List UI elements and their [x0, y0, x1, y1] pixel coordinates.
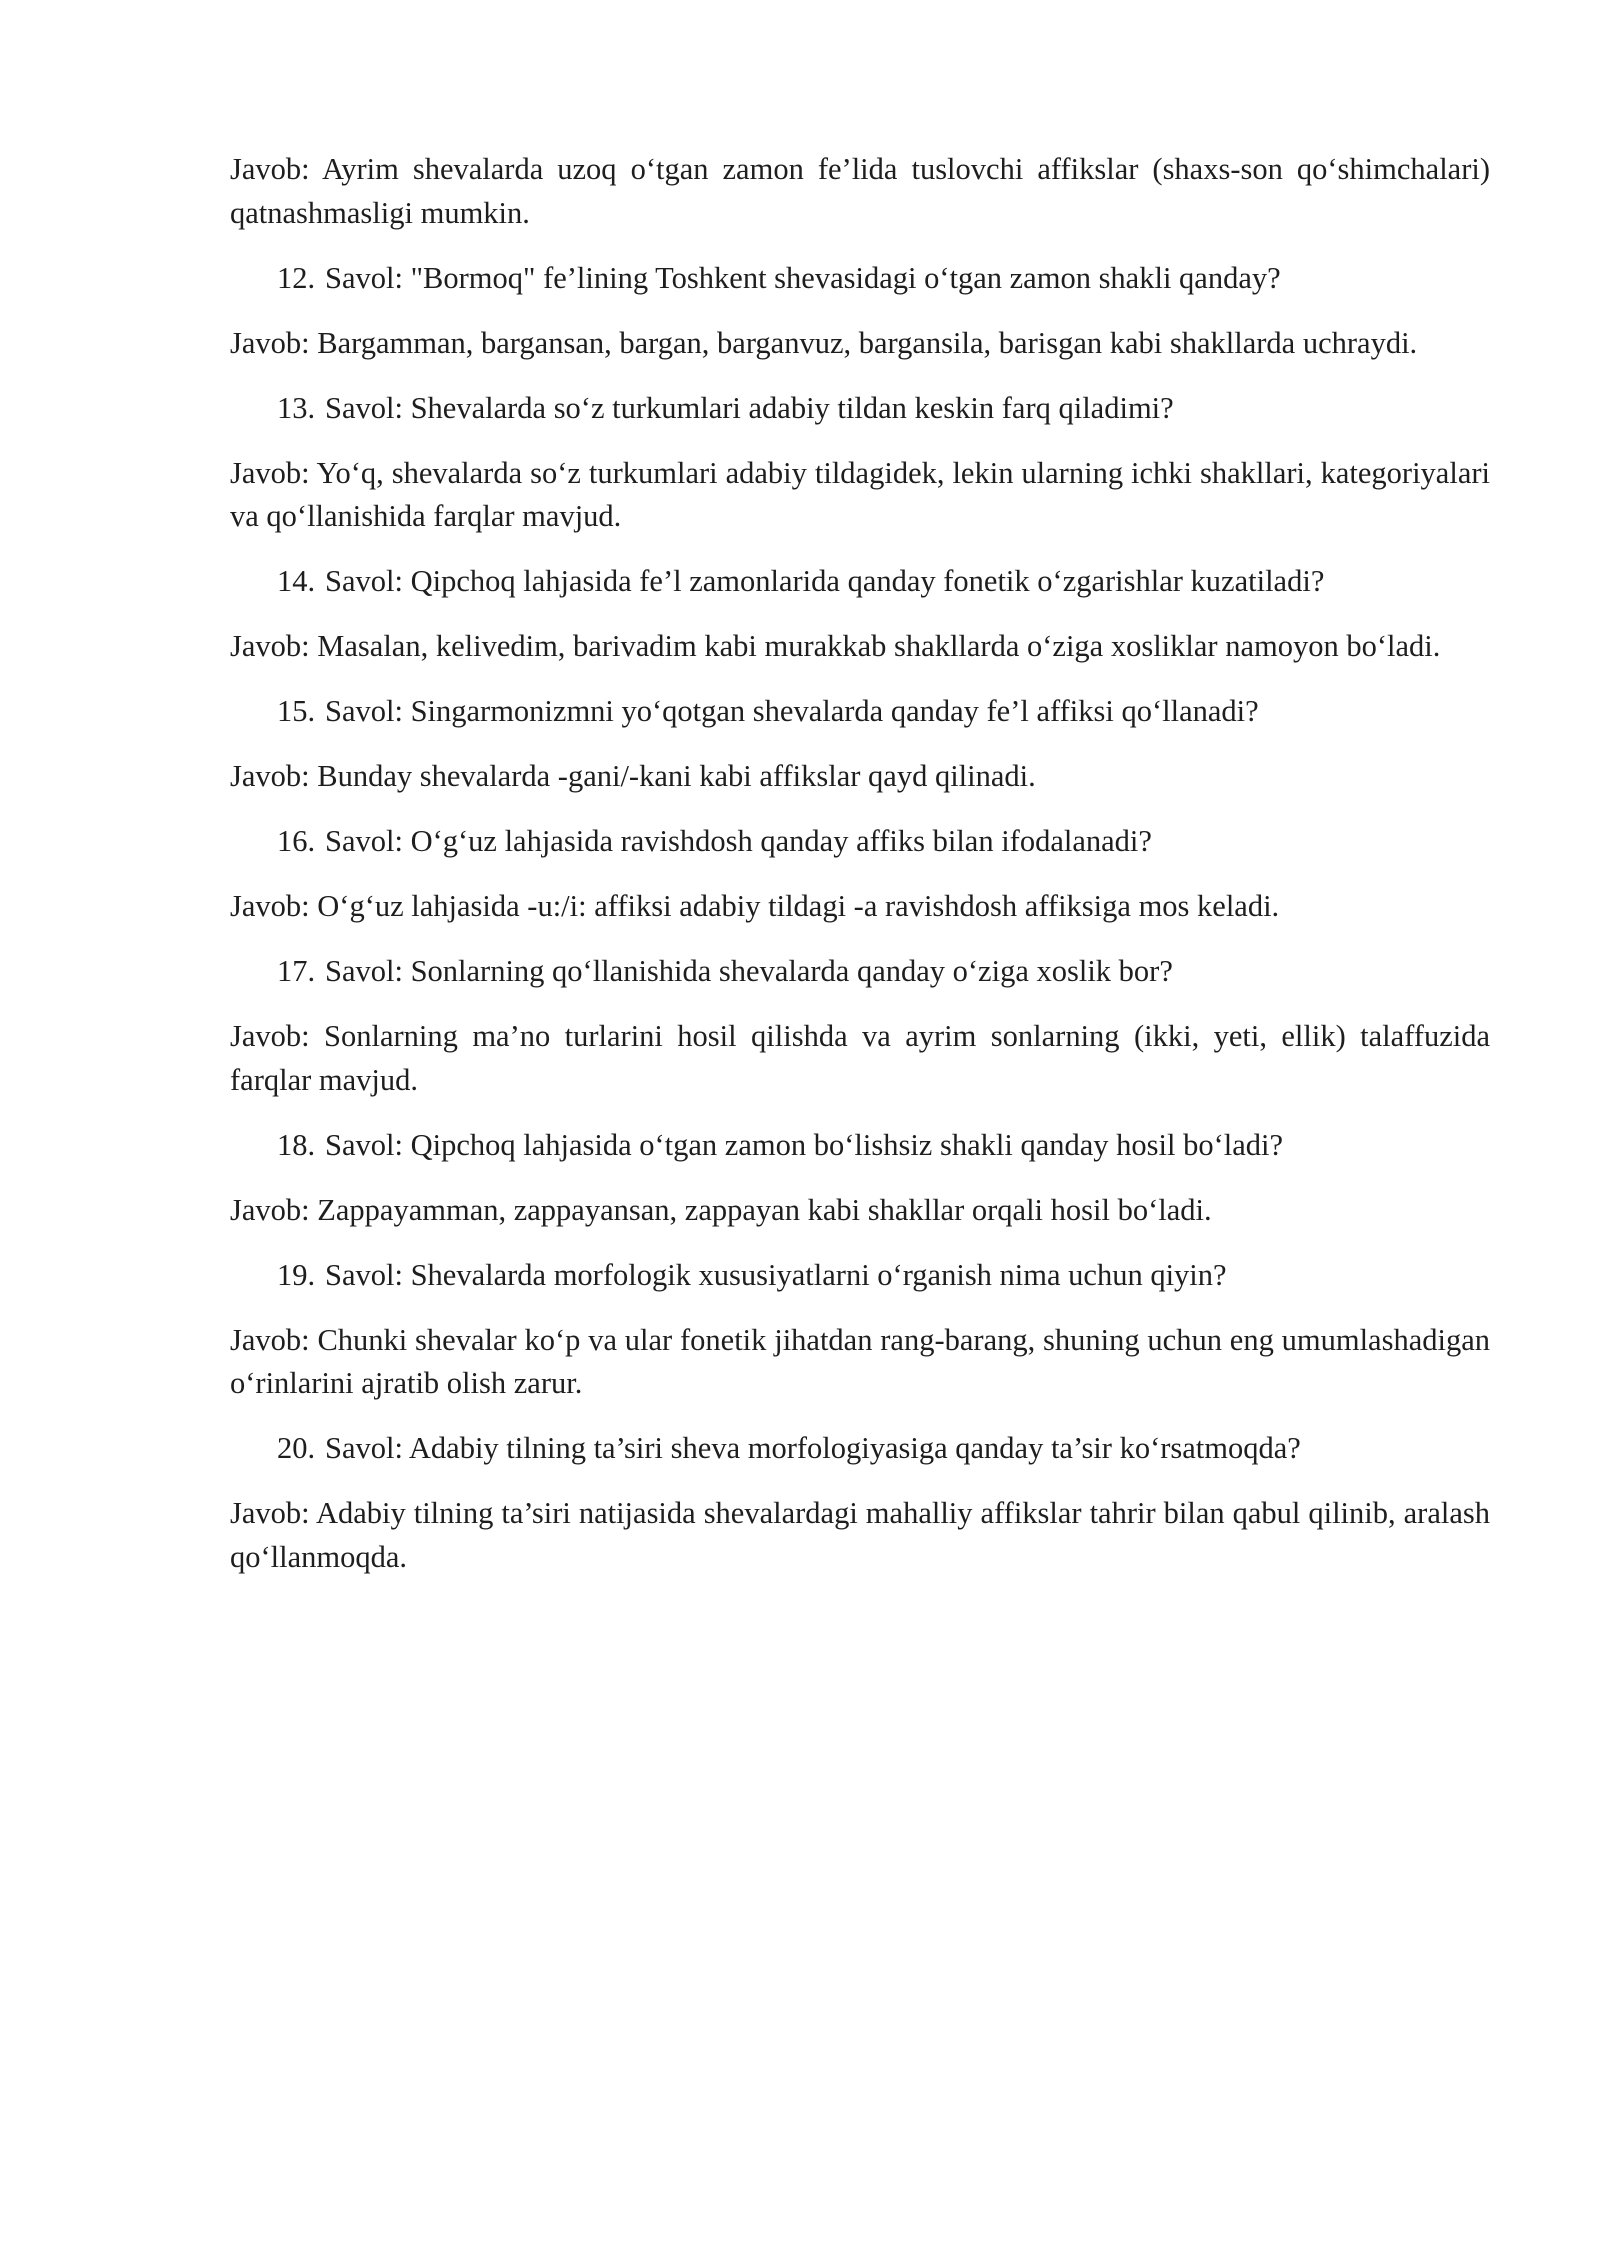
answer: Javob: Bunday shevalarda -gani/-kani kabi affikslar qayd qilinadi.	[230, 759, 1036, 793]
question-text: Savol: Singarmonizmni yo‘qotgan shevalarda qanday fe’l affiksi qo‘llanadi?	[325, 694, 1259, 728]
question	[230, 257, 1490, 301]
question-number: 20.	[277, 1431, 316, 1465]
question-number: 12.	[277, 260, 316, 295]
answer: Javob: Adabiy tilning ta’siri natijasida shevalardagi mahalliy affikslar tahrir bilan qabul qilinib, aralash qo‘llanmoqda.	[230, 1496, 1490, 1574]
qa-item-18	[230, 1124, 1490, 1233]
question-text: Savol: "Bormoq" fe’lining Toshkent shevasidagi o‘tgan zamon shakli qanday?	[325, 260, 1281, 295]
question-text: Savol: Shevalarda morfologik xususiyatlarni o‘rganish nima uchun qiyin?	[325, 1257, 1227, 1292]
answer: Javob: Yo‘q, shevalarda so‘z turkumlari adabiy tildagidek, lekin ularning ichki shakllari, kategoriyalari va qo‘llanishida farqlar mavjud.	[230, 455, 1490, 533]
question-number: 16.	[277, 824, 316, 858]
qa-item-16	[230, 820, 1490, 929]
answer: Javob: Zappayamman, zappayansan, zappayan kabi shakllar orqali hosil bo‘ladi.	[230, 1192, 1212, 1227]
question-text: Savol: Shevalarda so‘z turkumlari adabiy tildan keskin farq qiladimi?	[325, 390, 1174, 425]
qa-item-17	[230, 950, 1490, 1102]
question-number: 14.	[277, 564, 316, 598]
question-text: Savol: Adabiy tilning ta’siri sheva morfologiyasiga qanday ta’sir ko‘rsatmoqda?	[325, 1431, 1301, 1465]
question-number: 13.	[277, 390, 316, 425]
question	[230, 820, 1490, 864]
question	[230, 560, 1490, 604]
question-text: Savol: Qipchoq lahjasida fe’l zamonlarida qanday fonetik o‘zgarishlar kuzatiladi?	[325, 564, 1325, 598]
question	[230, 1427, 1490, 1471]
answer: Javob: O‘g‘uz lahjasida -u:/i: affiksi adabiy tildagi -a ravishdosh affiksiga mos keladi.	[230, 889, 1280, 923]
qa-item-19	[230, 1254, 1490, 1406]
qa-item-12	[230, 257, 1490, 366]
answer: Javob: Chunki shevalar ko‘p va ular fonetik jihatdan rang-barang, shuning uchun eng umumlashadigan o‘rinlarini ajratib olish zarur.	[230, 1322, 1490, 1400]
qa-item-14	[230, 560, 1490, 669]
question-text: Savol: Qipchoq lahjasida o‘tgan zamon bo‘lishsiz shakli qanday hosil bo‘ladi?	[325, 1127, 1284, 1162]
question-text: Savol: O‘g‘uz lahjasida ravishdosh qanday affiks bilan ifodalanadi?	[325, 824, 1152, 858]
question	[230, 690, 1490, 734]
question	[230, 1254, 1490, 1298]
answer: Javob: Bargamman, bargansan, bargan, barganvuz, bargansila, barisgan kabi shakllarda uchraydi.	[230, 325, 1418, 360]
qa-item-13	[230, 387, 1490, 539]
question	[230, 950, 1490, 994]
question-number: 17.	[277, 954, 316, 988]
intro-answer: Javob: Ayrim shevalarda uzoq o‘tgan zamon fe’lida tuslovchi affikslar (shaxs-son qo‘shimchalari) qatnashmasligi mumkin.	[230, 152, 1490, 230]
answer: Javob: Sonlarning ma’no turlarini hosil qilishda va ayrim sonlarning (ikki, yeti, ellik) talaffuzida farqlar mavjud.	[230, 1019, 1490, 1097]
qa-item-20	[230, 1427, 1490, 1579]
question	[230, 1124, 1490, 1168]
answer: Javob: Masalan, kelivedim, barivadim kabi murakkab shakllarda o‘ziga xosliklar namoyon bo‘ladi.	[230, 629, 1441, 663]
question-number: 19.	[277, 1257, 316, 1292]
document-page	[230, 148, 1490, 1601]
question-number: 15.	[277, 694, 316, 728]
question-text: Savol: Sonlarning qo‘llanishida shevalarda qanday o‘ziga xoslik bor?	[325, 954, 1173, 988]
qa-item-15	[230, 690, 1490, 799]
question	[230, 387, 1490, 431]
question-number: 18.	[277, 1127, 316, 1162]
